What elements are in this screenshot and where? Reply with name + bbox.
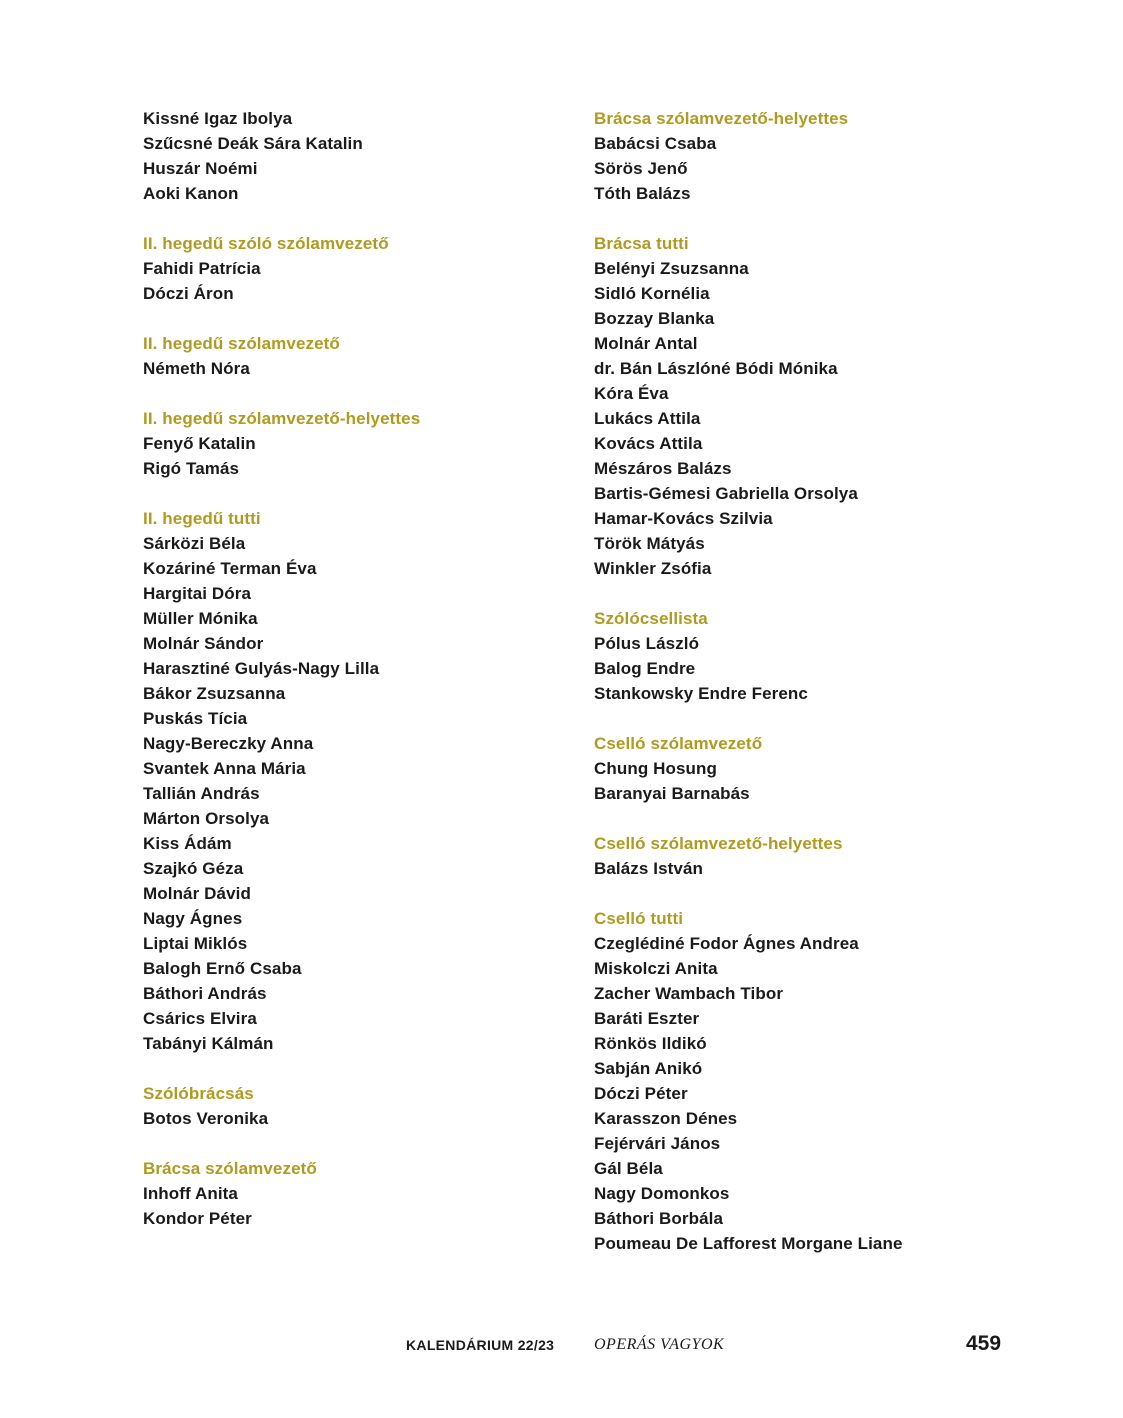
musician-name: Balázs István: [594, 859, 704, 878]
musician-name: Báthori András: [143, 984, 267, 1003]
roster-section: [143, 506, 563, 1056]
section-gap: [594, 581, 1034, 606]
musician-name: Baranyai Barnabás: [594, 784, 750, 803]
musician-name: Chung Hosung: [594, 759, 718, 778]
section-gap: [143, 481, 563, 506]
musician-name: Hamar-Kovács Szilvia: [594, 509, 773, 528]
left-column: [143, 106, 563, 1231]
musician-name: Rönkös Ildikó: [594, 1034, 707, 1053]
roster-section: [594, 106, 1034, 206]
musician-name: Kiss Ádám: [143, 834, 232, 853]
musician-name: Molnár Dávid: [143, 884, 251, 903]
musician-name: Bákor Zsuzsanna: [143, 684, 286, 703]
musician-name: Kissné Igaz Ibolya: [143, 109, 293, 128]
musician-name: Nagy Ágnes: [143, 909, 243, 928]
section-heading: Brácsa szólamvezető: [143, 1159, 317, 1178]
section-heading: II. hegedű tutti: [143, 509, 261, 528]
roster-section: [143, 1156, 563, 1231]
page-number: 459: [966, 1332, 1002, 1355]
musician-name: Czeglédiné Fodor Ágnes Andrea: [594, 934, 859, 953]
section-heading: Brácsa tutti: [594, 234, 689, 253]
musician-name: Kondor Péter: [143, 1209, 252, 1228]
musician-name: Stankowsky Endre Ferenc: [594, 684, 808, 703]
section-heading: Cselló szólamvezető-helyettes: [594, 834, 843, 853]
musician-name: Németh Nóra: [143, 359, 250, 378]
section-gap: [143, 1056, 563, 1081]
musician-name: Sabján Anikó: [594, 1059, 703, 1078]
musician-name: Sidló Kornélia: [594, 284, 710, 303]
section-gap: [594, 881, 1034, 906]
musician-name: Báthori Borbála: [594, 1209, 724, 1228]
section-gap: [143, 306, 563, 331]
musician-name: Belényi Zsuzsanna: [594, 259, 749, 278]
musician-name: Dóczi Péter: [594, 1084, 688, 1103]
section-heading: II. hegedű szólamvezető: [143, 334, 340, 353]
musician-name: Svantek Anna Mária: [143, 759, 306, 778]
musician-name: Baráti Eszter: [594, 1009, 700, 1028]
musician-name: Csárics Elvira: [143, 1009, 257, 1028]
musician-name: Zacher Wambach Tibor: [594, 984, 784, 1003]
page-footer: [0, 1332, 1123, 1360]
musician-name: Lukács Attila: [594, 409, 701, 428]
musician-name: Nagy Domonkos: [594, 1184, 730, 1203]
footer-section-title: OPERÁS VAGYOK: [594, 1336, 725, 1353]
musician-name: Müller Mónika: [143, 609, 258, 628]
footer-publication: KALENDÁRIUM 22/23: [406, 1337, 555, 1353]
roster-section: [594, 231, 1034, 581]
section-gap: [143, 381, 563, 406]
musician-name: Sörös Jenő: [594, 159, 688, 178]
section-gap: [594, 706, 1034, 731]
roster-section: [143, 406, 563, 481]
section-gap: [594, 806, 1034, 831]
musician-name: Nagy-Bereczky Anna: [143, 734, 314, 753]
musician-name: Fejérvári János: [594, 1134, 721, 1153]
musician-name: Molnár Sándor: [143, 634, 264, 653]
section-heading: Szólócsellista: [594, 609, 708, 628]
musician-name: Kozáriné Terman Éva: [143, 559, 317, 578]
section-heading: II. hegedű szólamvezető-helyettes: [143, 409, 421, 428]
section-heading: Szólóbrácsás: [143, 1084, 254, 1103]
musician-name: Tallián András: [143, 784, 260, 803]
musician-name: Pólus László: [594, 634, 700, 653]
musician-name: Molnár Antal: [594, 334, 698, 353]
roster-section: [594, 606, 1034, 706]
musician-name: Tóth Balázs: [594, 184, 691, 203]
musician-name: Hargitai Dóra: [143, 584, 252, 603]
roster-section: [143, 231, 563, 306]
musician-name: Balog Endre: [594, 659, 696, 678]
musician-name: Fahidi Patrícia: [143, 259, 261, 278]
musician-name: Rigó Tamás: [143, 459, 240, 478]
musician-name: Aoki Kanon: [143, 184, 239, 203]
musician-name: Fenyő Katalin: [143, 434, 256, 453]
roster-section: [594, 831, 1034, 881]
musician-name: Sárközi Béla: [143, 534, 246, 553]
roster-section: [143, 1081, 563, 1131]
musician-name: Bozzay Blanka: [594, 309, 715, 328]
musician-name: Szajkó Géza: [143, 859, 244, 878]
section-gap: [143, 1131, 563, 1156]
roster-section: [594, 906, 1034, 1256]
musician-name: Winkler Zsófia: [594, 559, 712, 578]
musician-name: Balogh Ernő Csaba: [143, 959, 302, 978]
musician-name: Puskás Tícia: [143, 709, 248, 728]
section-gap: [594, 206, 1034, 231]
musician-name: Mészáros Balázs: [594, 459, 732, 478]
musician-name: Karasszon Dénes: [594, 1109, 738, 1128]
musician-name: Dóczi Áron: [143, 284, 234, 303]
musician-name: Inhoff Anita: [143, 1184, 238, 1203]
musician-name: Liptai Miklós: [143, 934, 248, 953]
musician-name: Botos Veronika: [143, 1109, 269, 1128]
musician-name: Bartis-Gémesi Gabriella Orsolya: [594, 484, 858, 503]
section-heading: Cselló szólamvezető: [594, 734, 763, 753]
musician-name: Kóra Éva: [594, 384, 669, 403]
section-gap: [143, 206, 563, 231]
section-heading: Brácsa szólamvezető-helyettes: [594, 109, 849, 128]
musician-name: Babácsi Csaba: [594, 134, 717, 153]
musician-name: Szűcsné Deák Sára Katalin: [143, 134, 363, 153]
musician-name: Gál Béla: [594, 1159, 663, 1178]
section-heading: II. hegedű szóló szólamvezető: [143, 234, 389, 253]
musician-name: Huszár Noémi: [143, 159, 258, 178]
musician-name: Tabányi Kálmán: [143, 1034, 274, 1053]
musician-name: Harasztiné Gulyás-Nagy Lilla: [143, 659, 380, 678]
musician-name: Poumeau De Lafforest Morgane Liane: [594, 1234, 903, 1253]
right-column: [594, 106, 1034, 1256]
musician-name: Miskolczi Anita: [594, 959, 718, 978]
musician-name: dr. Bán Lászlóné Bódi Mónika: [594, 359, 838, 378]
musician-name: Márton Orsolya: [143, 809, 270, 828]
section-heading: Cselló tutti: [594, 909, 684, 928]
roster-section: [143, 331, 563, 381]
musician-name: Török Mátyás: [594, 534, 705, 553]
roster-section: [143, 106, 563, 206]
musician-name: Kovács Attila: [594, 434, 703, 453]
roster-section: [594, 731, 1034, 806]
